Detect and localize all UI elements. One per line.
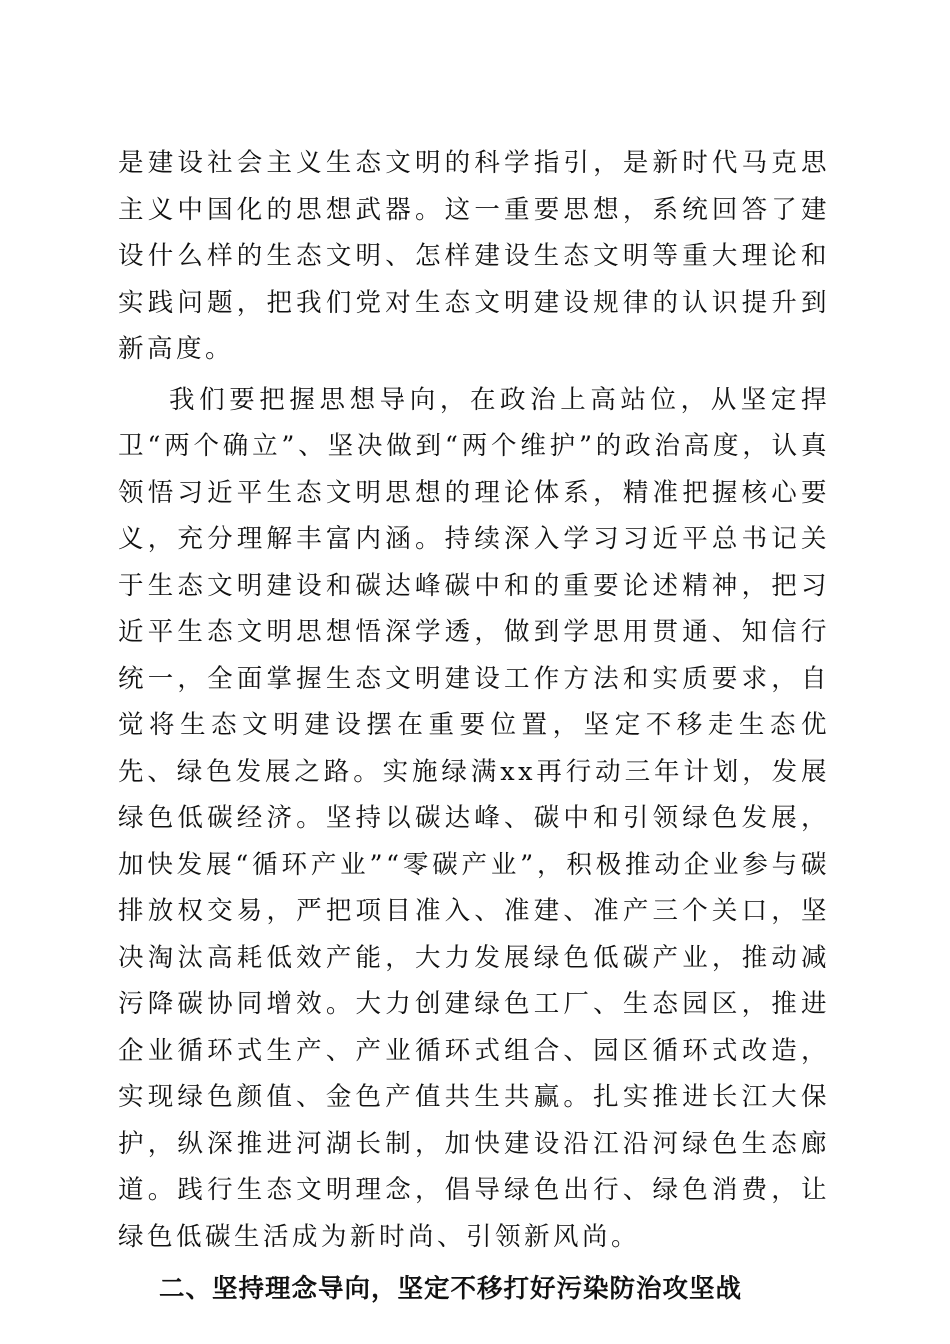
paragraph-main: 我们要把握思想导向，在政治上高站位，从坚定捍卫“两个确立”、坚决做到“两个维护”的政治高度，认真领悟习近平生态文明思想的理论体系，精准把握核心要义，充分理解丰富内涵。持续深入学习习近平总书记关于生态文明建设和碳达峰碳中和的重要论述精神，把习近平生态文明思想悟深学透，做到学思用贯通、知信行统一，全面掌握生态文明建设工作方法和实质要求，自觉将生态文明建设摆在重要位置，坚定不移走生态优先、绿色发展之路。实施绿满xx再行动三年计划，发展绿色低碳经济。坚持以碳达峰、碳中和引领绿色发展，加快发展“循环产业”“零碳产业”，积极推动企业参与碳排放权交易，严把项目准入、准建、准产三个关口，坚决淘汰高耗低效产能，大力发展绿色低碳产业，推动减污降碳协同增效。大力创建绿色工厂、生态园区，推进企业循环式生产、产业循环式组合、园区循环式改造，实现绿色颜值、金色产值共生共赢。扎实推进长江大保护，纵深推进河湖长制，加快建设沿江沿河绿色生态廊道。践行生态文明理念，倡导绿色出行、绿色消费，让绿色低碳生活成为新时尚、引领新风尚。 bbox=[118, 384, 830, 1252]
document-body bbox=[118, 140, 830, 1314]
section-heading: 二、坚持理念导向，坚定不移打好污染防治攻坚战 bbox=[159, 1274, 743, 1304]
paragraph-continued: 是建设社会主义生态文明的科学指引，是新时代马克思主义中国化的思想武器。这一重要思想，系统回答了建设什么样的生态文明、怎样建设生态文明等重大理论和实践问题，把我们党对生态文明建设规律的认识提升到新高度。 bbox=[118, 148, 830, 364]
